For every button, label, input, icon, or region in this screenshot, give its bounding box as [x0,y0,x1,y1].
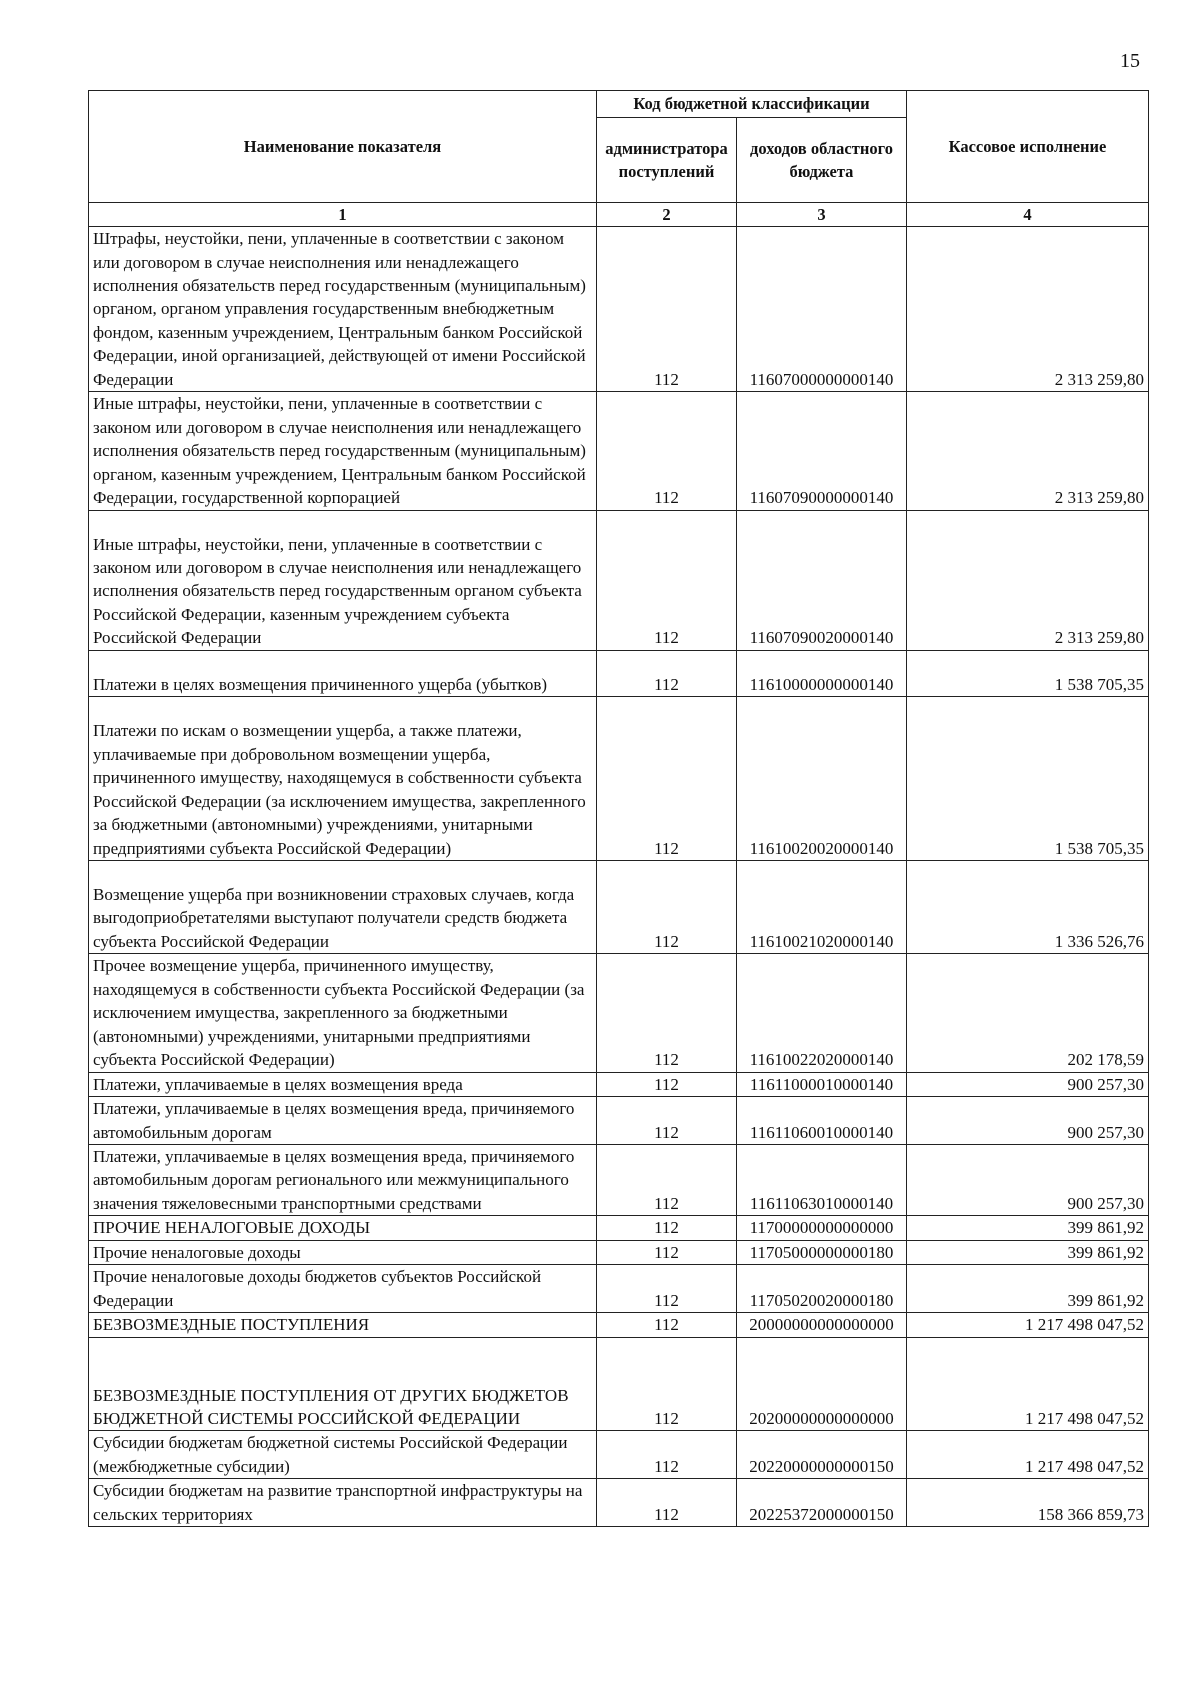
admin-code-cell: 112 [597,1431,737,1479]
admin-code-cell: 112 [597,510,737,650]
admin-code-cell: 112 [597,650,737,696]
indicator-name-cell: Прочие неналоговые доходы бюджетов субъектов Российской Федерации [89,1265,597,1313]
header-name-column: Наименование показателя [89,91,597,203]
income-code-cell: 11700000000000000 [737,1216,907,1240]
indicator-name-cell: БЕЗВОЗМЕЗДНЫЕ ПОСТУПЛЕНИЯ [89,1313,597,1337]
table-body [89,227,1149,1527]
table-row [89,392,1149,510]
admin-code-cell: 112 [597,1337,737,1431]
table-row [89,1216,1149,1240]
income-code-cell: 20220000000000150 [737,1431,907,1479]
cash-amount-cell: 399 861,92 [907,1216,1149,1240]
budget-report-table [88,90,1149,1527]
admin-code-cell: 112 [597,1072,737,1096]
income-code-cell: 11610022020000140 [737,954,907,1072]
cash-amount-cell: 1 217 498 047,52 [907,1431,1149,1479]
indicator-name-cell: Субсидии бюджетам на развитие транспортной инфраструктуры на сельских территориях [89,1479,597,1527]
table-row [89,954,1149,1072]
header-cash-execution: Кассовое исполнение [907,91,1149,203]
cash-amount-cell: 2 313 259,80 [907,227,1149,392]
admin-code-cell: 112 [597,227,737,392]
table-row [89,1479,1149,1527]
admin-code-cell: 112 [597,1313,737,1337]
indicator-name-cell: Возмещение ущерба при возникновении страховых случаев, когда выгодоприобретателями выступают получатели средств бюджета субъекта Российской Федерации [89,860,597,953]
header-income-code: доходов областного бюджета [737,118,907,203]
table-row [89,1144,1149,1215]
income-code-cell: 11610020020000140 [737,697,907,861]
admin-code-cell: 112 [597,1216,737,1240]
cash-amount-cell: 2 313 259,80 [907,510,1149,650]
cash-amount-cell: 1 217 498 047,52 [907,1337,1149,1431]
table-row [89,1240,1149,1264]
cash-amount-cell: 1 538 705,35 [907,697,1149,861]
cash-amount-cell: 399 861,92 [907,1240,1149,1264]
indicator-name-cell: Иные штрафы, неустойки, пени, уплаченные в соответствии с законом или договором в случае неисполнения или ненадлежащего исполнения обязательств перед государственным (муниципальным) органом, казенным учреждением, Центральным банком Российской Федерации, государственной корпорацией [89,392,597,510]
income-code-cell: 11607090000000140 [737,392,907,510]
cash-amount-cell: 900 257,30 [907,1144,1149,1215]
table-row [89,1313,1149,1337]
indicator-name-cell: Платежи, уплачиваемые в целях возмещения вреда [89,1072,597,1096]
table-row [89,650,1149,696]
income-code-cell: 11611000010000140 [737,1072,907,1096]
cash-amount-cell: 1 538 705,35 [907,650,1149,696]
header-col-number: 4 [907,203,1149,227]
header-col-number: 3 [737,203,907,227]
income-code-cell: 11611063010000140 [737,1144,907,1215]
cash-amount-cell: 202 178,59 [907,954,1149,1072]
income-code-cell: 11610021020000140 [737,860,907,953]
cash-amount-cell: 1 217 498 047,52 [907,1313,1149,1337]
table-row [89,1265,1149,1313]
cash-amount-cell: 900 257,30 [907,1097,1149,1145]
table-row [89,227,1149,392]
header-col-number: 1 [89,203,597,227]
cash-amount-cell: 158 366 859,73 [907,1479,1149,1527]
admin-code-cell: 112 [597,1479,737,1527]
cash-amount-cell: 399 861,92 [907,1265,1149,1313]
table-row [89,1072,1149,1096]
admin-code-cell: 112 [597,1144,737,1215]
income-code-cell: 11611060010000140 [737,1097,907,1145]
admin-code-cell: 112 [597,954,737,1072]
table-row [89,697,1149,861]
income-code-cell: 11607090020000140 [737,510,907,650]
income-code-cell: 11705000000000180 [737,1240,907,1264]
indicator-name-cell: Платежи по искам о возмещении ущерба, а также платежи, уплачиваемые при добровольном возмещении ущерба, причиненного имуществу, находящемуся в собственности субъекта Российской Федерации (за исключением имущества, закрепленного за бюджетными (автономными) учреждениями, унитарными предприятиями субъекта Российской Федерации) [89,697,597,861]
income-code-cell: 20000000000000000 [737,1313,907,1337]
income-code-cell: 11705020020000180 [737,1265,907,1313]
indicator-name-cell: Прочее возмещение ущерба, причиненного имуществу, находящемуся в собственности субъекта Российской Федерации (за исключением имущества, закрепленного за бюджетными (автономными) учреждениями, унитарными предприятиями субъекта Российской Федерации) [89,954,597,1072]
indicator-name-cell: ПРОЧИЕ НЕНАЛОГОВЫЕ ДОХОДЫ [89,1216,597,1240]
admin-code-cell: 112 [597,1240,737,1264]
indicator-name-cell: Иные штрафы, неустойки, пени, уплаченные в соответствии с законом или договором в случае неисполнения или ненадлежащего исполнения обязательств перед государственным органом субъекта Российской Федерации, казенным учреждением субъекта Российской Федерации [89,510,597,650]
income-code-cell: 20225372000000150 [737,1479,907,1527]
table-row [89,1097,1149,1145]
income-code-cell: 20200000000000000 [737,1337,907,1431]
header-code-group: Код бюджетной классификации [597,91,907,118]
income-code-cell: 11607000000000140 [737,227,907,392]
indicator-name-cell: Платежи, уплачиваемые в целях возмещения вреда, причиняемого автомобильным дорогам [89,1097,597,1145]
cash-amount-cell: 2 313 259,80 [907,392,1149,510]
header-admin-code: администратора поступлений [597,118,737,203]
indicator-name-cell: Штрафы, неустойки, пени, уплаченные в соответствии с законом или договором в случае неисполнения или ненадлежащего исполнения обязательств перед государственным (муниципальным) органом, органом управления государственным внебюджетным фондом, казенным учреждением, Центральным банком Российской Федерации, иной организацией, действующей от имени Российской Федерации [89,227,597,392]
indicator-name-cell: Платежи, уплачиваемые в целях возмещения вреда, причиняемого автомобильным дорогам регионального или межмуниципального значения тяжеловесными транспортными средствами [89,1144,597,1215]
admin-code-cell: 112 [597,392,737,510]
header-col-number: 2 [597,203,737,227]
table-row [89,510,1149,650]
indicator-name-cell: Прочие неналоговые доходы [89,1240,597,1264]
admin-code-cell: 112 [597,860,737,953]
table-row [89,860,1149,953]
page-number: 15 [1120,50,1140,72]
table-row [89,1337,1149,1431]
income-code-cell: 11610000000000140 [737,650,907,696]
cash-amount-cell: 900 257,30 [907,1072,1149,1096]
cash-amount-cell: 1 336 526,76 [907,860,1149,953]
table-row [89,1431,1149,1479]
indicator-name-cell: Платежи в целях возмещения причиненного ущерба (убытков) [89,650,597,696]
indicator-name-cell: Субсидии бюджетам бюджетной системы Российской Федерации (межбюджетные субсидии) [89,1431,597,1479]
admin-code-cell: 112 [597,1097,737,1145]
admin-code-cell: 112 [597,697,737,861]
indicator-name-cell: БЕЗВОЗМЕЗДНЫЕ ПОСТУПЛЕНИЯ ОТ ДРУГИХ БЮДЖЕТОВ БЮДЖЕТНОЙ СИСТЕМЫ РОССИЙСКОЙ ФЕДЕРАЦИИ [89,1337,597,1431]
admin-code-cell: 112 [597,1265,737,1313]
